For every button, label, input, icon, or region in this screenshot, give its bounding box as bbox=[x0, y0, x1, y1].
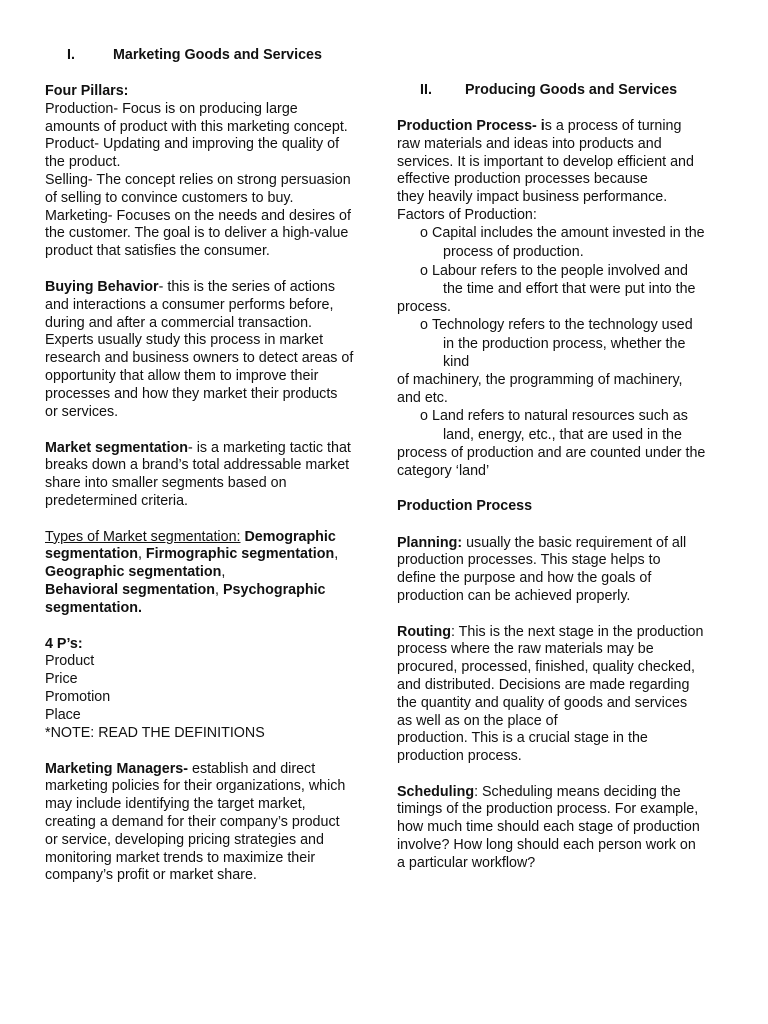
paragraph-line bbox=[397, 784, 681, 802]
market-segmentation-term: Market segmentation bbox=[45, 439, 189, 456]
list-item: Place bbox=[45, 706, 81, 723]
paragraph-line: company’s profit or market share. bbox=[45, 867, 257, 884]
paragraph-line: Marketing- Focuses on the needs and desires of bbox=[45, 207, 351, 224]
factor-land: Land refers to natural resources such as bbox=[432, 408, 688, 424]
paragraph-line: or service, developing pricing strategies and bbox=[45, 831, 324, 848]
factor-technology-wrap: and etc. bbox=[397, 389, 448, 406]
paragraph-line: procured, processed, finished, quality checked, bbox=[397, 659, 696, 676]
paragraph-line bbox=[397, 624, 703, 642]
factor-technology-wrap: of machinery, the programming of machinery, bbox=[397, 372, 683, 388]
paragraph-line: during and after a commercial transaction. bbox=[45, 314, 313, 331]
paragraph-line bbox=[45, 564, 225, 582]
paragraph-line: production can be achieved properly. bbox=[397, 587, 631, 604]
paragraph-line: process where the raw materials may be bbox=[397, 641, 654, 658]
paragraph-line: monitoring market trends to maximize their bbox=[45, 849, 316, 866]
paragraph-line: share into smaller segments based on bbox=[45, 475, 287, 492]
marketing-managers-text: establish and direct bbox=[188, 760, 316, 777]
types-colon: : bbox=[236, 528, 241, 545]
factor-land-wrap: category ‘land’ bbox=[397, 462, 490, 479]
list-item: Promotion bbox=[45, 688, 111, 705]
paragraph-line: services. It is important to develop efficient and bbox=[397, 153, 694, 170]
paragraph-line: Factors of Production: bbox=[397, 207, 537, 223]
list-bullet: o bbox=[420, 224, 428, 241]
type-demographic-cont: segmentation bbox=[45, 546, 138, 563]
factor-labour-wrap: process. bbox=[397, 299, 452, 315]
paragraph-line: they heavily impact business performance. bbox=[397, 189, 668, 206]
paragraph-line: timings of the production process. For example, bbox=[397, 801, 699, 818]
types-label: Types of Market segmentation bbox=[45, 528, 237, 545]
paragraph-line: opportunity that allow them to improve their bbox=[45, 368, 319, 384]
paragraph-line: processes and how they market their products bbox=[45, 385, 338, 402]
paragraph-line: product that satisfies the consumer. bbox=[45, 243, 270, 260]
paragraph-line bbox=[45, 582, 326, 600]
list-bullet: o bbox=[420, 262, 428, 279]
factor-land-wrap: process of production and are counted under the bbox=[397, 444, 706, 461]
factor-land-cont: land, energy, etc., that are used in the bbox=[443, 426, 682, 443]
factor-technology: Technology refers to the technology used bbox=[432, 317, 693, 333]
type-demographic: Demographic bbox=[244, 528, 336, 545]
comma: , bbox=[221, 564, 226, 581]
section-title-producing: Producing Goods and Services bbox=[465, 82, 678, 98]
paragraph-line bbox=[397, 118, 681, 136]
paragraph-line: define the purpose and how the goals of bbox=[397, 570, 652, 587]
planning-text: usually the basic requirement of all bbox=[462, 534, 687, 551]
buying-behavior-term: Buying Behavior bbox=[45, 279, 159, 295]
factor-labour: Labour refers to the people involved and bbox=[432, 262, 688, 279]
factor-technology-cont: kind bbox=[443, 354, 470, 370]
production-process-text: s a process of turning bbox=[544, 118, 682, 134]
scheduling-term: Scheduling bbox=[397, 783, 475, 800]
paragraph-line: effective production processes because bbox=[397, 171, 648, 188]
paragraph-line: breaks down a brand’s total addressable market bbox=[45, 457, 350, 474]
section-title-marketing: Marketing Goods and Services bbox=[113, 47, 322, 63]
factor-capital-cont: process of production. bbox=[443, 244, 584, 260]
paragraph-line: involve? How long should each person work on bbox=[397, 836, 696, 853]
paragraph-line: the quantity and quality of goods and services bbox=[397, 694, 688, 711]
four-pillars-heading: Four Pillars: bbox=[45, 83, 129, 99]
paragraph-line: Experts usually study this process in market bbox=[45, 332, 324, 349]
routing-text: : This is the next stage in the production bbox=[451, 623, 704, 640]
paragraph-line: Selling- The concept relies on strong persuasion bbox=[45, 172, 351, 188]
comma: , bbox=[334, 546, 339, 563]
routing-term: Routing bbox=[397, 623, 451, 640]
factor-capital: Capital includes the amount invested in the bbox=[432, 224, 705, 241]
planning-term: Planning: bbox=[397, 534, 463, 551]
paragraph-line: and interactions a consumer performs before, bbox=[45, 296, 334, 313]
paragraph-line: research and business owners to detect areas of bbox=[45, 350, 354, 367]
paragraph-line: as well as on the place of bbox=[397, 712, 558, 729]
paragraph-line: or services. bbox=[45, 403, 119, 420]
paragraph-line: of selling to convince customers to buy. bbox=[45, 189, 294, 206]
factor-labour-cont: the time and effort that were put into the bbox=[443, 280, 696, 297]
paragraph-line: the product. bbox=[45, 154, 121, 171]
paragraph-line bbox=[397, 535, 686, 553]
paragraph-line: and distributed. Decisions are made regarding bbox=[397, 676, 690, 693]
paragraph-line: raw materials and ideas into products and bbox=[397, 135, 662, 152]
paragraph-line: marketing policies for their organizations, which bbox=[45, 778, 346, 795]
list-item: Price bbox=[45, 671, 78, 688]
section-number-1: I. bbox=[67, 47, 75, 63]
paragraph-line: production process. bbox=[397, 748, 522, 765]
type-psychographic-cont: segmentation. bbox=[45, 599, 142, 616]
market-segmentation-text: - is a marketing tactic that bbox=[188, 439, 351, 456]
production-process-term: Production Process- i bbox=[397, 118, 545, 134]
list-bullet: o bbox=[420, 408, 428, 424]
list-item: Product bbox=[45, 653, 95, 670]
marketing-managers-term: Marketing Managers- bbox=[45, 760, 189, 777]
scheduling-text: : Scheduling means deciding the bbox=[474, 783, 681, 800]
type-geographic: Geographic segmentation bbox=[45, 564, 222, 581]
paragraph-line: creating a demand for their company’s product bbox=[45, 813, 340, 830]
paragraph-line: Product- Updating and improving the quality of bbox=[45, 136, 340, 153]
paragraph-line: production. This is a crucial stage in the bbox=[397, 730, 648, 747]
paragraph-line bbox=[45, 761, 315, 779]
paragraph-line: production processes. This stage helps to bbox=[397, 552, 661, 569]
type-firmographic: Firmographic segmentation bbox=[145, 546, 335, 563]
list-bullet: o bbox=[420, 317, 428, 333]
paragraph-line: the customer. The goal is to deliver a high-value bbox=[45, 225, 349, 242]
buying-behavior-text: - this is the series of actions bbox=[158, 279, 336, 295]
paragraph-line bbox=[45, 529, 336, 547]
paragraph-line bbox=[45, 440, 351, 458]
note-text: *NOTE: READ THE DEFINITIONS bbox=[45, 724, 265, 741]
paragraph-line: a particular workflow? bbox=[397, 854, 536, 871]
paragraph-line: may include identifying the target market, bbox=[45, 796, 306, 813]
comma: , bbox=[215, 581, 220, 598]
type-behavioral: Behavioral segmentation bbox=[45, 581, 216, 598]
comma: , bbox=[137, 546, 142, 563]
production-process-heading: Production Process bbox=[397, 498, 533, 514]
paragraph-line: predetermined criteria. bbox=[45, 492, 189, 509]
paragraph-line: how much time should each stage of production bbox=[397, 819, 700, 836]
type-psychographic: Psychographic bbox=[223, 581, 326, 598]
four-ps-heading: 4 P’s: bbox=[45, 635, 83, 652]
paragraph-line: amounts of product with this marketing concept. bbox=[45, 118, 348, 135]
paragraph-line bbox=[45, 546, 338, 564]
section-number-2: II. bbox=[420, 82, 432, 98]
paragraph-line bbox=[45, 279, 335, 297]
factor-technology-cont: in the production process, whether the bbox=[443, 336, 686, 352]
paragraph-line: Production- Focus is on producing large bbox=[45, 100, 298, 117]
